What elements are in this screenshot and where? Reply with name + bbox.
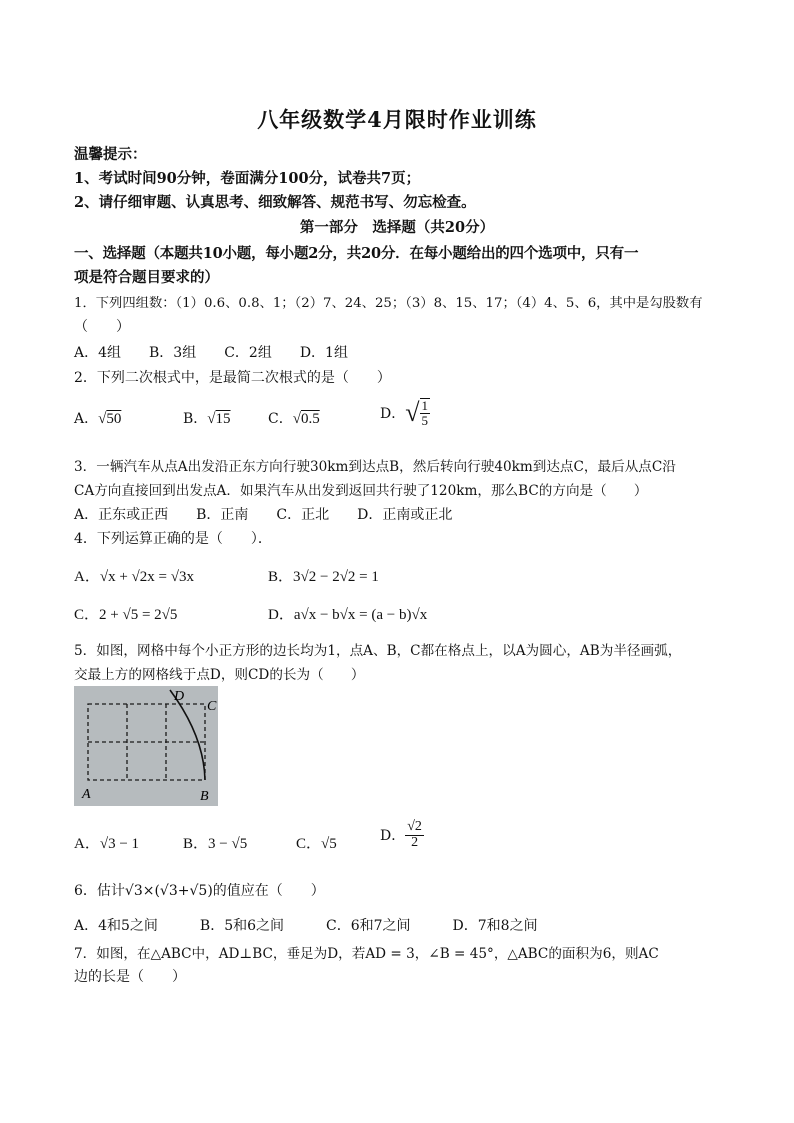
section-instruction-line-1: 一、选择题（本题共10小题，每小题2分，共20分．在每小题给出的四个选项中，只有一 bbox=[74, 245, 639, 262]
q1-stem-line-2: （ ） bbox=[74, 319, 130, 335]
q2-option-c: C．√0.5 bbox=[268, 411, 320, 427]
q4-stem: 4．下列运算正确的是（ ）． bbox=[74, 531, 272, 547]
q1-options: A．4组 B．3组 C．2组 D．1组 bbox=[74, 345, 348, 361]
q2-option-a-value: 50 bbox=[106, 411, 122, 427]
section-instruction-line-2: 项是符合题目要求的） bbox=[74, 269, 219, 286]
q4-option-b: B．3√2 − 2√2 = 1 bbox=[268, 569, 379, 585]
q5-option-c: C．√5 bbox=[296, 836, 337, 852]
q3-stem-line-2: CA方向直接回到出发点A．如果汽车从出发到返回共行驶了120km，那么BC的方向是（ ） bbox=[74, 483, 648, 499]
q5-option-a: A．√3 − 1 bbox=[74, 836, 140, 852]
tips-line-2: 2、请仔细审题、认真思考、细致解答、规范书写、勿忘检查。 bbox=[74, 194, 476, 211]
page-title: 八年级数学4月限时作业训练 bbox=[257, 107, 537, 132]
q2-stem: 2．下列二次根式中，是最简二次根式的是（ ） bbox=[74, 370, 391, 386]
q2-option-a-label: A． bbox=[74, 411, 99, 427]
q6-options: A．4和5之间 B．5和6之间 C．6和7之间 D．7和8之间 bbox=[74, 918, 538, 934]
q2-option-a: A．√50 bbox=[74, 411, 122, 427]
tips-heading: 温馨提示： bbox=[74, 146, 147, 163]
q4-option-c: C．2 + √5 = 2√5 bbox=[74, 607, 178, 623]
q5-stem-line-2: 交最上方的网格线于点D，则CD的长为（ ） bbox=[74, 667, 365, 683]
fig-label-b: B bbox=[200, 789, 209, 804]
q2-option-b-value: 15 bbox=[215, 411, 231, 427]
q2-option-b-label: B． bbox=[183, 411, 208, 427]
q2-option-c-value: 0.5 bbox=[300, 411, 320, 427]
part1-heading: 第一部分 选择题（共20分） bbox=[299, 219, 495, 236]
q5-option-b: B．3 − √5 bbox=[183, 836, 248, 852]
q6-stem: 6．估计√3×(√3+√5)的值应在（ ） bbox=[74, 883, 325, 899]
q1-stem-line-1: 1．下列四组数：（1）0.6、0.8、1；（2）7、24、25；（3）8、15、17；（4）4、5、6，其中是勾股数有 bbox=[74, 296, 703, 311]
q2-option-d-label: D． bbox=[380, 406, 406, 422]
fig-label-d: D bbox=[174, 689, 185, 704]
q2-option-d-numerator: 1 bbox=[421, 398, 429, 414]
q2-option-b: B．√15 bbox=[183, 411, 231, 427]
grid-arc-figure bbox=[74, 686, 218, 806]
q7-stem-line-2: 边的长是（ ） bbox=[74, 969, 186, 985]
q3-stem-line-1: 3．一辆汽车从点A出发沿正东方向行驶30km到达点B，然后转向行驶40km到达点C，最后从点C沿 bbox=[74, 459, 676, 475]
q3-options: A．正东或正西 B．正南 C．正北 D．正南或正北 bbox=[74, 507, 453, 523]
q5-option-d-numerator: √2 bbox=[407, 819, 422, 834]
q2-option-d: D．√ $\frac{1}{5}$ bbox=[380, 398, 429, 428]
q4-option-d: D．a√x − b√x = (a − b)√x bbox=[268, 607, 428, 623]
q2-option-d-denominator: 5 bbox=[421, 413, 429, 428]
q5-option-d bbox=[380, 820, 424, 850]
q4-option-a: A．√x + √2x = √3x bbox=[74, 569, 194, 585]
q5-option-d-label: D． bbox=[380, 828, 406, 845]
fig-label-c: C bbox=[207, 699, 217, 714]
q2-option-c-label: C． bbox=[268, 411, 293, 427]
q7-stem-line-1: 7．如图，在△ABC中，AD⊥BC，垂足为D，若AD = 3，∠B = 45°，△ABC的面积为6，则AC bbox=[74, 946, 659, 962]
q5-option-d-denominator: 2 bbox=[411, 834, 419, 850]
tips-line-1: 1、考试时间90分钟，卷面满分100分，试卷共7页； bbox=[74, 170, 421, 187]
grid-arc-drawing bbox=[74, 686, 218, 806]
fig-label-a: A bbox=[82, 787, 91, 802]
q5-stem-line-1: 5．如图，网格中每个小正方形的边长均为1，点A、B，C都在格点上，以A为圆心，AB为半径画弧， bbox=[74, 643, 682, 659]
